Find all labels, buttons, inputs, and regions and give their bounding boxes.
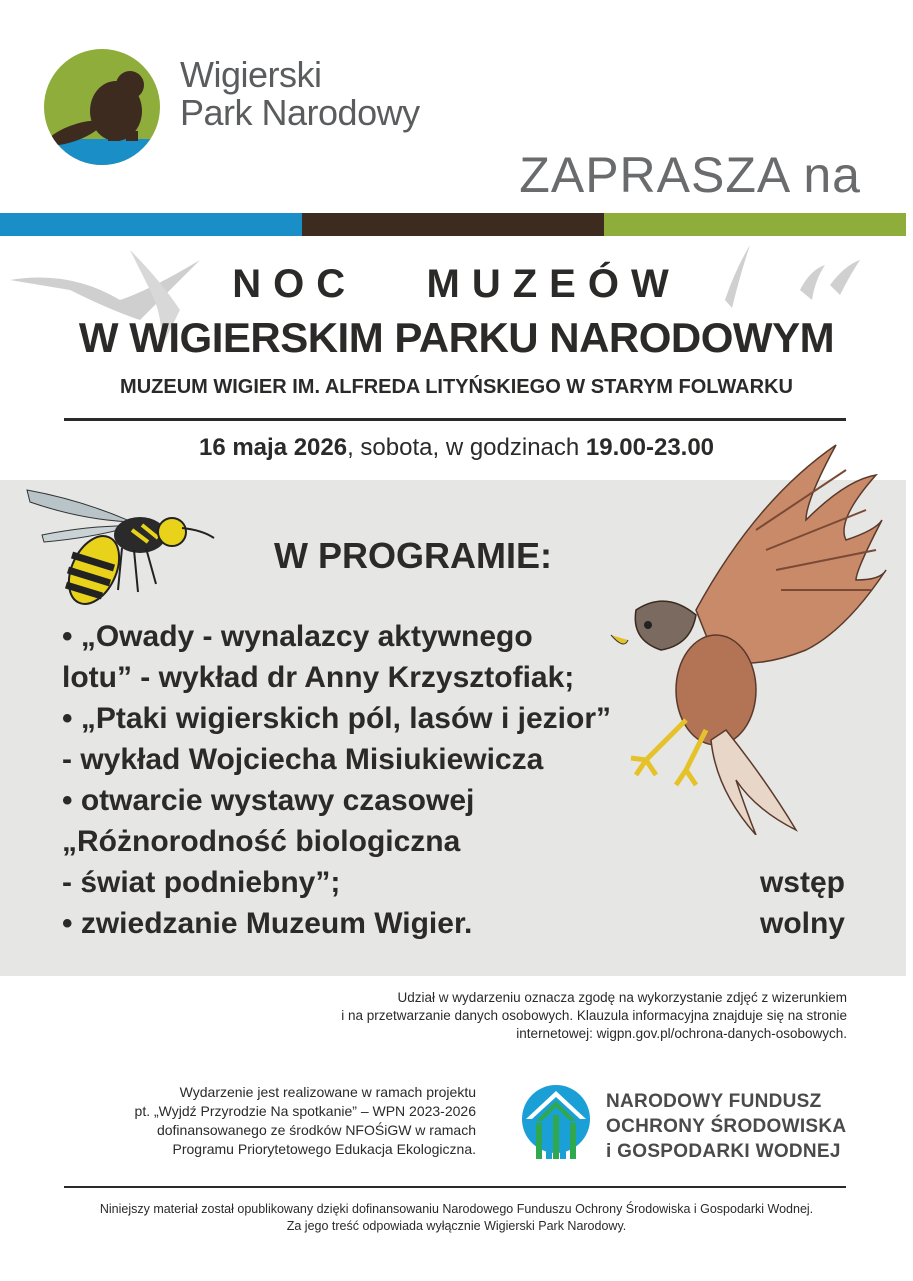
footer-note (0, 1201, 913, 1235)
event-venue: MUZEUM WIGIER IM. ALFREDA LITYŃSKIEGO W STARYM FOLWARKU (120, 376, 793, 398)
program-line: - świat podniebny”; (62, 866, 341, 899)
consent-line1: Udział w wydarzeniu oznacza zgodę na wykorzystanie zdjęć z wizerunkiem (397, 990, 847, 1005)
kestrel-illustration (606, 440, 888, 835)
footer-line1: Niniejszy materiał został opublikowany dzięki dofinansowaniu Narodowego Funduszu Ochrony Środowiska i Gospodarki Wodnej. (99, 1202, 814, 1216)
stripe-brown (302, 213, 604, 236)
funder-line3: i GOSPODARKI WODNEJ (606, 1141, 841, 1162)
footer-divider (64, 1186, 846, 1188)
footer-line2: Za jego treść odpowiada wyłącznie Wigierski Park Narodowy. (286, 1219, 627, 1233)
stripe-blue (0, 213, 302, 236)
funder-line1: NARODOWY FUNDUSZ (606, 1091, 822, 1112)
event-title: NOC MUZEÓW (232, 262, 681, 306)
hours-value: 19.00-23.00 (585, 434, 715, 461)
consent-line2: i na przetwarzanie danych osobowych. Klauzula informacyjna znajduje się na stronie (341, 1008, 847, 1023)
program-line: • zwiedzanie Muzeum Wigier. (62, 907, 473, 940)
stripe-green (604, 213, 906, 236)
park-name (180, 56, 420, 132)
free-entry-line1: wstęp (759, 866, 845, 899)
project-info (40, 1083, 476, 1159)
program-line: „Różnorodność biologiczna (62, 825, 461, 858)
program-line: - wykład Wojciecha Misiukiewicza (62, 743, 544, 776)
project-line2: pt. „Wyjdź Przyrodzie Na spotkanie” – WPN 2023-2026 (134, 1103, 476, 1119)
beaver-icon (44, 49, 160, 165)
project-line4: Programu Priorytetowego Edukacja Ekologiczna. (172, 1141, 476, 1157)
program-heading: W PROGRAMIE: (274, 535, 552, 576)
program-line: • „Owady - wynalazcy aktywnego (62, 620, 533, 653)
date-day: , sobota, w godzinach (347, 434, 586, 461)
date-value: 16 maja 2026 (198, 434, 348, 461)
nfosigw-logo-icon (520, 1083, 592, 1163)
park-name-line2: Park Narodowy (180, 92, 420, 133)
project-line3: dofinansowanego ze środków NFOŚiGW w ramach (156, 1122, 476, 1138)
program-line: • „Ptaki wigierskich pól, lasów i jezior” (62, 702, 611, 735)
free-entry-line2: wolny (759, 907, 845, 940)
invite-text: ZAPRASZA na (519, 147, 861, 203)
park-name-line1: Wigierski (180, 54, 322, 95)
consent-line3: internetowej: wigpn.gov.pl/ochrona-danych-osobowych. (516, 1026, 847, 1041)
project-line1: Wydarzenie jest realizowane w ramach projektu (179, 1084, 476, 1100)
program-line: lotu” - wykład dr Anny Krzysztofiak; (62, 661, 575, 694)
funder-name (606, 1089, 846, 1164)
program-line: • otwarcie wystawy czasowej (62, 784, 475, 817)
event-subtitle: W WIGIERSKIM PARKU NARODOWYM (78, 314, 835, 361)
park-logo (44, 49, 160, 165)
funder-line2: OCHRONY ŚRODOWISKA (606, 1116, 847, 1137)
consent-note (267, 989, 847, 1043)
divider (64, 418, 846, 421)
